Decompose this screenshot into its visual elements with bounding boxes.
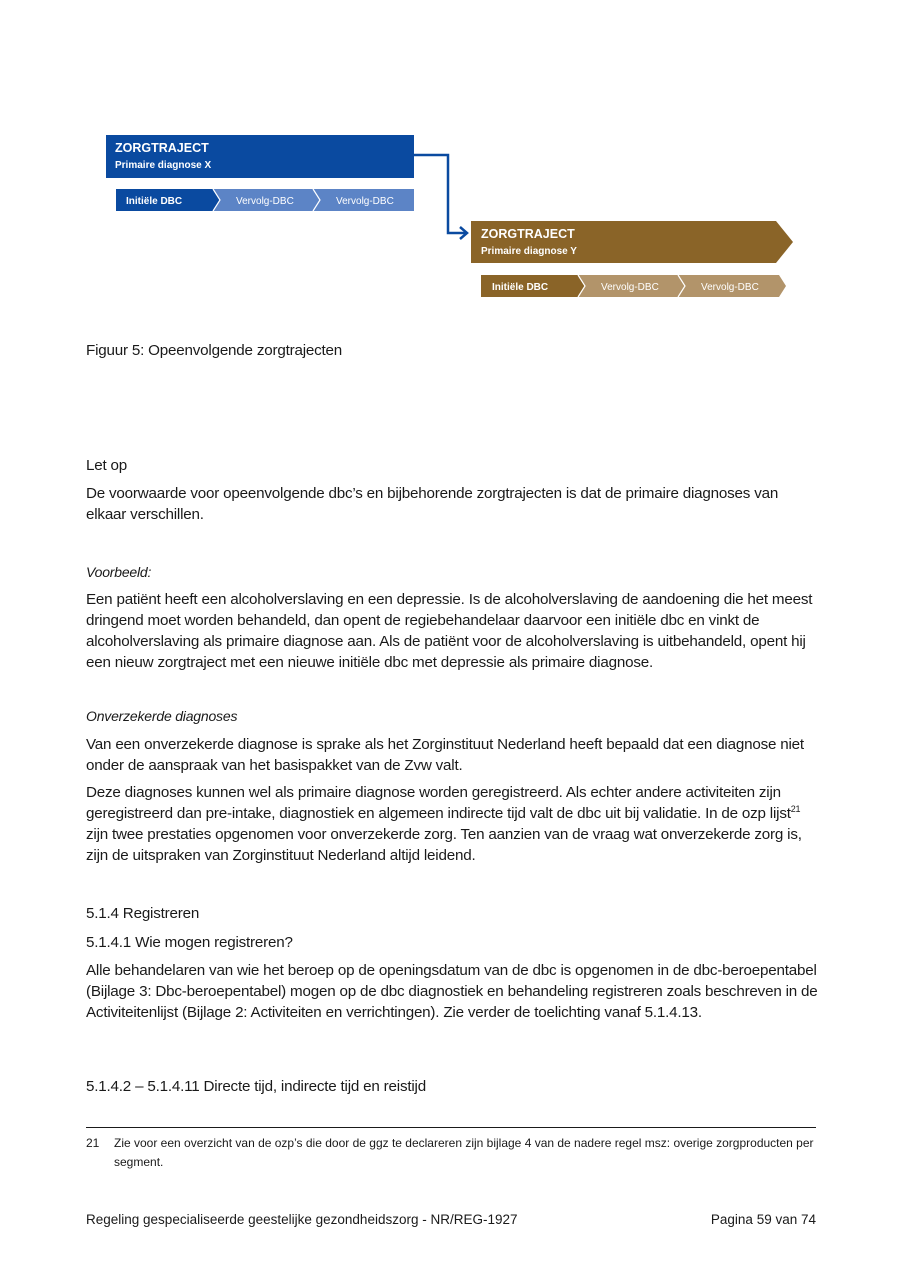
zorgtraject-x-title: ZORGTRAJECT [115, 141, 209, 155]
zorgtraject-y-subtitle: Primaire diagnose Y [481, 246, 577, 257]
section-5141-text: Alle behandelaren van wie het beroep op de openingsdatum van de dbc is opgenomen in de dbc-beroepentabel (Bijlage 3: Dbc-beroepentabel) mogen op de dbc diagnostiek en behandeling registreren zoals beschreven in de Activiteitenlijst (Bijlage 2: Activiteiten en verrichtingen). Zie verder de toelichting vanaf 5.1.4.13. [86, 962, 818, 1021]
let-op-heading: Let op [86, 457, 128, 474]
footer-page-number: Pagina 59 van 74 [710, 1212, 816, 1227]
onverzekerd-text-2 [86, 782, 818, 866]
footnote-ref[interactable]: 21 [790, 803, 801, 814]
section-heading-5142: 5.1.4.2 – 5.1.4.11 Directe tijd, indirecte tijd en reistijd [86, 1078, 426, 1095]
footnote-text: Zie voor een overzicht van de ozp’s die door de ggz te declareren zijn bijlage 4 van de nadere regel msz: overige zorgproducten per segment. [114, 1136, 814, 1169]
step-y-2-label: Vervolg-DBC [601, 282, 659, 293]
section-heading-5141: 5.1.4.1 Wie mogen registreren? [86, 934, 293, 951]
onverzekerd-text-1: Van een onverzekerde diagnose is sprake als het Zorginstituut Nederland heeft bepaald dat een diagnose niet onder de aanspraak van het basispakket van de Zvw valt. [86, 736, 804, 774]
step-x-2-label: Vervolg-DBC [236, 196, 294, 207]
footer-document-title: Regeling gespecialiseerde geestelijke gezondheidszorg - NR/REG-1927 [86, 1212, 518, 1227]
step-x-3-label: Vervolg-DBC [336, 196, 394, 207]
voorbeeld-heading: Voorbeeld: [86, 564, 152, 580]
zorgtraject-x-subtitle: Primaire diagnose X [115, 160, 212, 171]
figure-zorgtrajecten [0, 0, 900, 320]
onverzekerd-text-2b: zijn twee prestaties opgenomen voor onverzekerde zorg. Ten aanzien van de vraag wat onverzekerde zorg is, zijn de uitspraken van Zorginstituut Nederland altijd leidend. [86, 826, 802, 864]
connector-arrow [414, 155, 466, 233]
step-y-3-label: Vervolg-DBC [701, 282, 759, 293]
voorbeeld-text: Een patiënt heeft een alcoholverslaving en een depressie. Is de alcoholverslaving de aandoening die het meest dringend moet worden behandeld, dan opent de regiebehandelaar daarvoor een initiële dbc en vinkt de alcoholverslaving als primaire diagnose aan. Als de patiënt voor de alcoholverslaving is uitbehandeld, opent hij een nieuw zorgtraject met een nieuwe initiële dbc met depressie als primaire diagnose. [86, 591, 813, 671]
step-x-1-label: Initiële DBC [126, 196, 183, 207]
onverzekerd-heading: Onverzekerde diagnoses [86, 708, 238, 724]
footnote-divider [86, 1127, 816, 1128]
figure-caption: Figuur 5: Opeenvolgende zorgtrajecten [86, 342, 343, 359]
let-op-text: De voorwaarde voor opeenvolgende dbc’s en bijbehorende zorgtrajecten is dat de primaire diagnoses van elkaar verschillen. [86, 485, 779, 523]
step-y-1-label: Initiële DBC [492, 282, 549, 293]
zorgtraject-y-title: ZORGTRAJECT [481, 227, 575, 241]
footnote-number: 21 [86, 1136, 100, 1150]
section-heading-514: 5.1.4 Registreren [86, 905, 200, 922]
onverzekerd-text-2a: Deze diagnoses kunnen wel als primaire diagnose worden geregistreerd. Als echter andere activiteiten zijn geregistreerd dan pre-intake, diagnostiek en algemeen indirecte tijd valt de dbc uit bij validatie. In de ozp lijst [86, 784, 791, 822]
